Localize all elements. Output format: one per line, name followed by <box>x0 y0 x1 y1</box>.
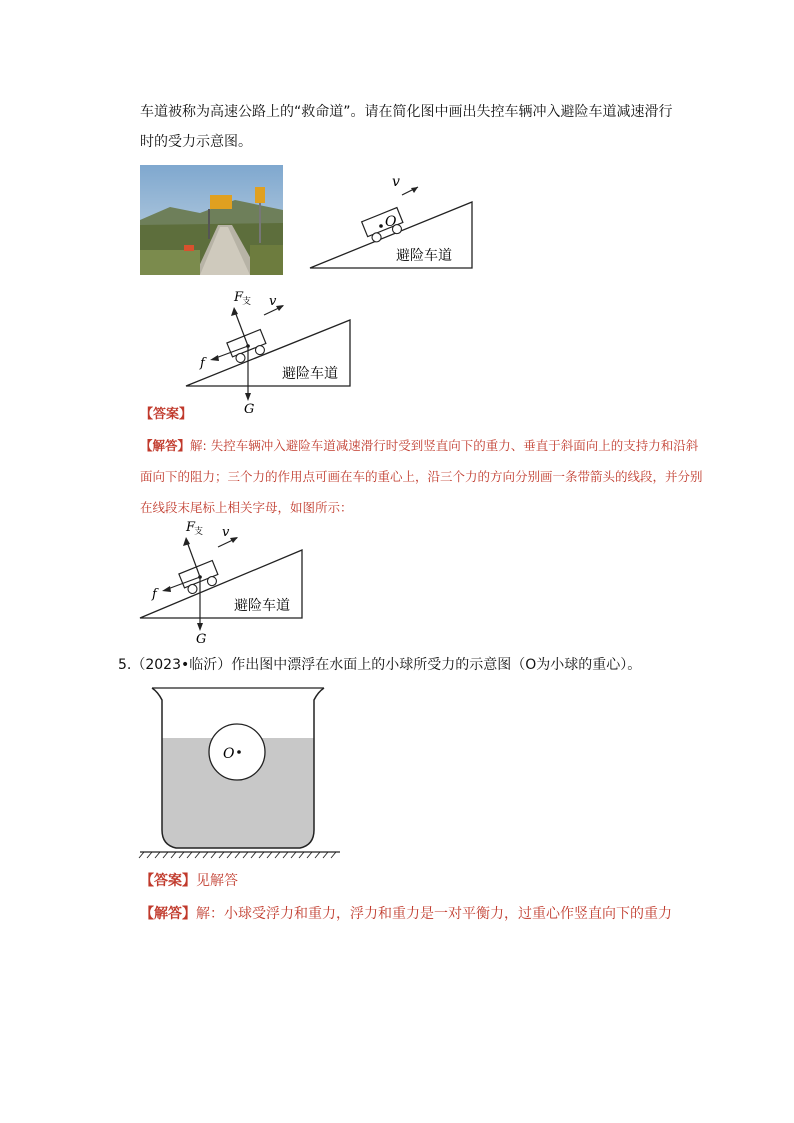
support-force-label: F <box>234 290 244 305</box>
problem5-answer <box>140 871 238 891</box>
incline-force-diagram-solution <box>134 515 314 650</box>
solution-text-line1: 解: 失控车辆冲入避险车道减速滑行时受到竖直向下的重力、垂直于斜面向上的支持力和沿斜 <box>190 438 699 453</box>
velocity-label: v <box>392 174 400 190</box>
ball-center-label: O <box>223 746 235 762</box>
lane-label: 避险车道 <box>396 248 452 264</box>
solution-label-p5: 【解答】 <box>140 906 196 922</box>
lane-label-solution: 避险车道 <box>234 598 290 614</box>
solution-line1 <box>140 436 698 456</box>
problem4-text-line2: 时的受力示意图。 <box>140 134 252 150</box>
solution-text-line3: 在线段末尾标上相关字母，如图所示： <box>140 500 353 515</box>
problem5-statement <box>118 655 641 675</box>
answer-label-p5: 【答案】 <box>140 873 196 889</box>
problem5-text: （2023•临沂）作出图中漂浮在水面上的小球所受力的示意图（O为小球的重心）。 <box>131 657 642 673</box>
center-label-o: O <box>385 214 397 230</box>
velocity-label-solution: v <box>222 525 230 540</box>
solution-text-p5: 解：小球受浮力和重力，浮力和重力是一对平衡力，过重心作竖直向下的重力 <box>196 906 672 922</box>
friction-label-solution: f <box>152 587 157 602</box>
beaker-diagram <box>138 680 343 860</box>
answer-text-p5: 见解答 <box>196 873 238 889</box>
support-force-subscript-solution: 支 <box>194 527 204 537</box>
answer-label-p4: 【答案】 <box>140 407 193 422</box>
gravity-label: G <box>244 402 255 417</box>
support-force-subscript: 支 <box>242 297 252 307</box>
friction-label: f <box>200 356 205 371</box>
solution-text-line2: 面向下的阻力；三个力的作用点可画在车的重心上，沿三个力的方向分别画一条带箭头的线段，并分别 <box>140 469 703 484</box>
solution-label-p4: 【解答】 <box>140 438 191 453</box>
incline-diagram-problem <box>308 170 478 275</box>
gravity-label-solution: G <box>196 632 207 647</box>
velocity-label-force: v <box>269 294 277 309</box>
problem4-text-line1: 车道被称为高速公路上的“救命道”。请在简化图中画出失控车辆冲入避险车道减速滑行 <box>140 104 673 120</box>
escape-lane-photo <box>140 165 283 275</box>
problem5-number: 5. <box>118 657 132 673</box>
support-force-label-solution: F <box>186 520 196 535</box>
incline-force-diagram <box>180 285 360 420</box>
lane-label-force: 避险车道 <box>282 366 338 382</box>
problem5-solution <box>140 904 672 924</box>
